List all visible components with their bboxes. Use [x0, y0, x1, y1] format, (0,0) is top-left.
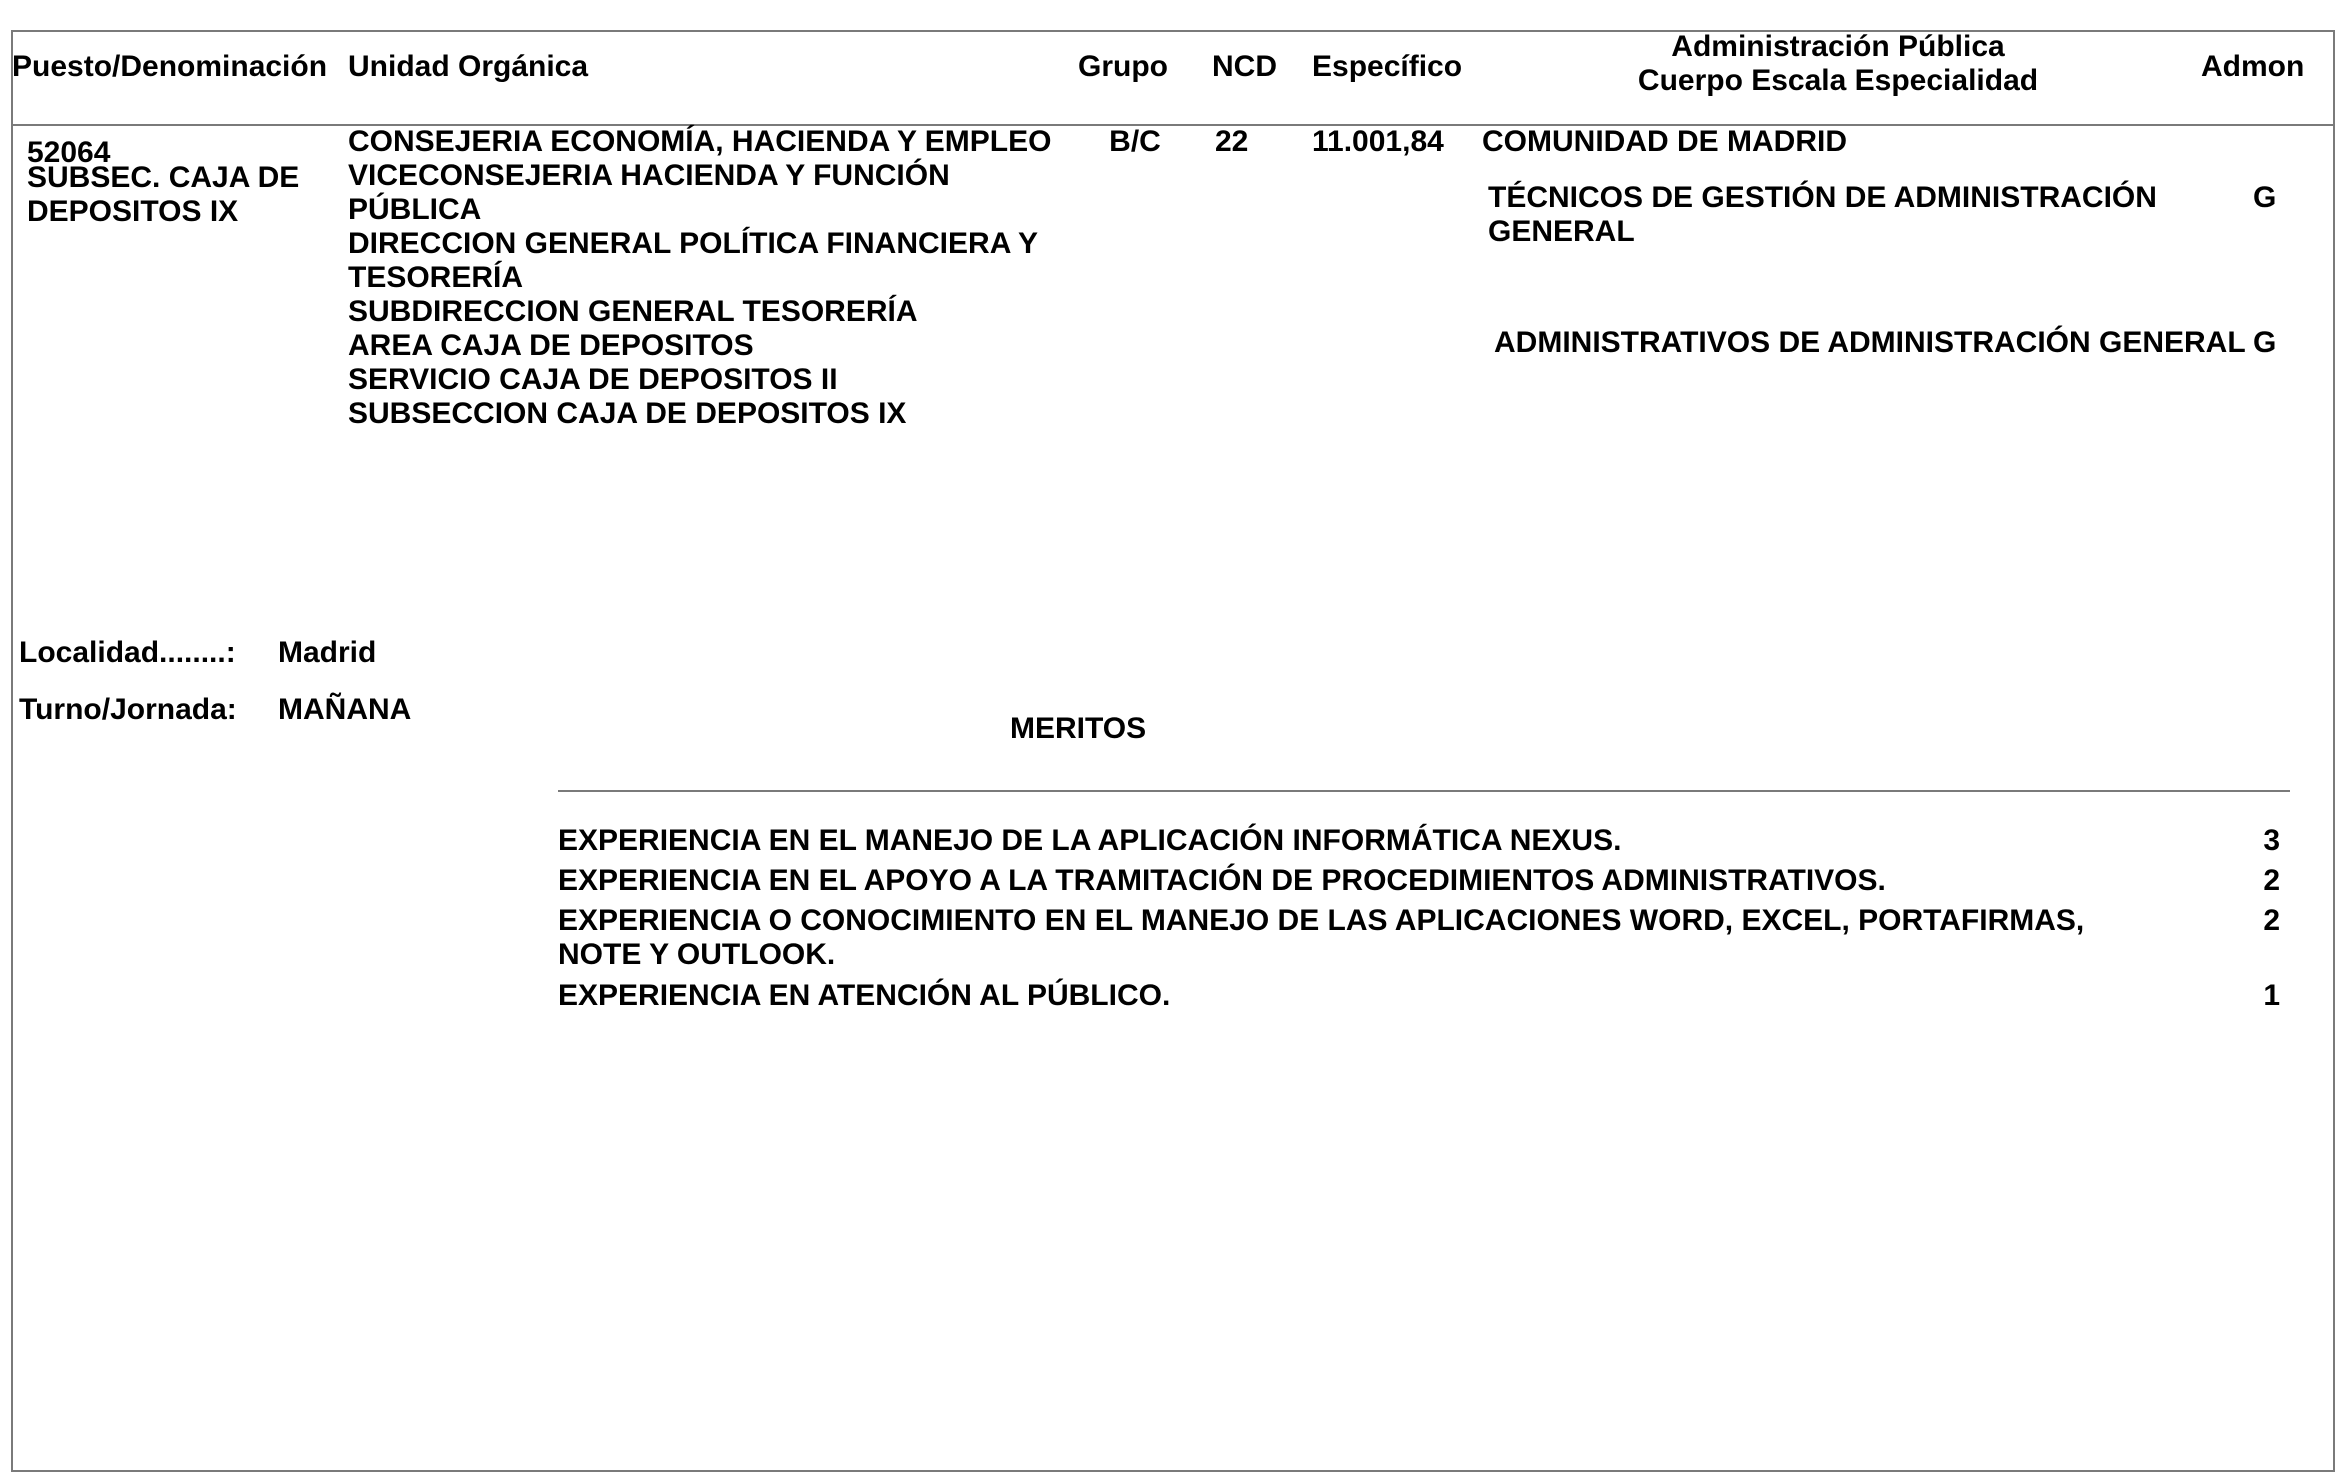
cuerpo-line: ADMINISTRATIVOS DE ADMINISTRACIÓN GENERAL: [1494, 326, 2246, 359]
puesto-code: 52064: [27, 136, 111, 169]
merito-points: 2: [2263, 904, 2280, 937]
merito-text-line: EXPERIENCIA EN ATENCIÓN AL PÚBLICO.: [558, 979, 1171, 1012]
header-unidad: Unidad Orgánica: [348, 50, 589, 83]
merito-text-line: EXPERIENCIA EN EL APOYO A LA TRAMITACIÓN DE PROCEDIMIENTOS ADMINISTRATIVOS.: [558, 864, 1886, 897]
unidad-line: PÚBLICA: [348, 193, 482, 226]
cuerpo-line: TÉCNICOS DE GESTIÓN DE ADMINISTRACIÓN: [1488, 181, 2157, 214]
header-admin-line1: Administración Pública: [1671, 30, 2005, 63]
unidad-line: AREA CAJA DE DEPOSITOS: [348, 329, 754, 362]
localidad-value: Madrid: [278, 636, 377, 669]
header-ncd: NCD: [1212, 50, 1277, 83]
merito-item: [558, 864, 1886, 898]
unidad-line: VICECONSEJERIA HACIENDA Y FUNCIÓN: [348, 159, 950, 192]
cuerpo-administrativos: [1494, 326, 2246, 360]
merito-item: [558, 824, 1621, 858]
turno-value: MAÑANA: [278, 693, 412, 726]
header-especifico: Específico: [1312, 50, 1463, 83]
meritos-title: MERITOS: [1010, 712, 1147, 745]
header-admon: Admon: [2201, 50, 2305, 83]
unidad-organica: [348, 125, 1051, 431]
merito-points: 2: [2263, 864, 2280, 897]
merito-points: 3: [2263, 824, 2280, 857]
puesto-name-line: DEPOSITOS IX: [27, 195, 239, 228]
merito-text-line: EXPERIENCIA O CONOCIMIENTO EN EL MANEJO DE LAS APLICACIONES WORD, EXCEL, PORTAFIRMAS,: [558, 904, 2085, 937]
unidad-line: TESORERÍA: [348, 261, 524, 294]
unidad-line: CONSEJERIA ECONOMÍA, HACIENDA Y EMPLEO: [348, 125, 1052, 158]
administracion-value: COMUNIDAD DE MADRID: [1482, 125, 1847, 158]
unidad-line: SERVICIO CAJA DE DEPOSITOS II: [348, 363, 838, 396]
puesto-name-line: SUBSEC. CAJA DE: [27, 161, 300, 194]
merito-item: [558, 979, 1170, 1013]
localidad-label: Localidad........:: [19, 636, 236, 669]
unidad-line: SUBDIRECCION GENERAL TESORERÍA: [348, 295, 918, 328]
merito-item: [558, 904, 2084, 972]
ncd-value: 22: [1215, 125, 1249, 158]
header-puesto: Puesto/Denominación: [12, 50, 328, 83]
puesto-name: [27, 161, 299, 229]
header-admin-line2: Cuerpo Escala Especialidad: [1637, 64, 2039, 97]
cuerpo-tecnicos: [1488, 181, 2157, 249]
merito-text-line: EXPERIENCIA EN EL MANEJO DE LA APLICACIÓN INFORMÁTICA NEXUS.: [558, 824, 1622, 857]
header-grupo: Grupo: [1078, 50, 1168, 83]
merito-text-line: NOTE Y OUTLOOK.: [558, 938, 836, 971]
unidad-line: DIRECCION GENERAL POLÍTICA FINANCIERA Y: [348, 227, 1039, 260]
turno-label: Turno/Jornada:: [19, 693, 237, 726]
merito-points: 1: [2263, 979, 2280, 1012]
meritos-divider: [558, 790, 2290, 792]
grupo-value: B/C: [1109, 125, 1161, 158]
cuerpo-line: GENERAL: [1488, 215, 1635, 248]
cuerpo-tecnicos-admon: G: [2253, 181, 2277, 214]
especifico-value: 11.001,84: [1312, 125, 1444, 158]
cuerpo-administrativos-admon: G: [2253, 326, 2277, 359]
unidad-line: SUBSECCION CAJA DE DEPOSITOS IX: [348, 397, 907, 430]
